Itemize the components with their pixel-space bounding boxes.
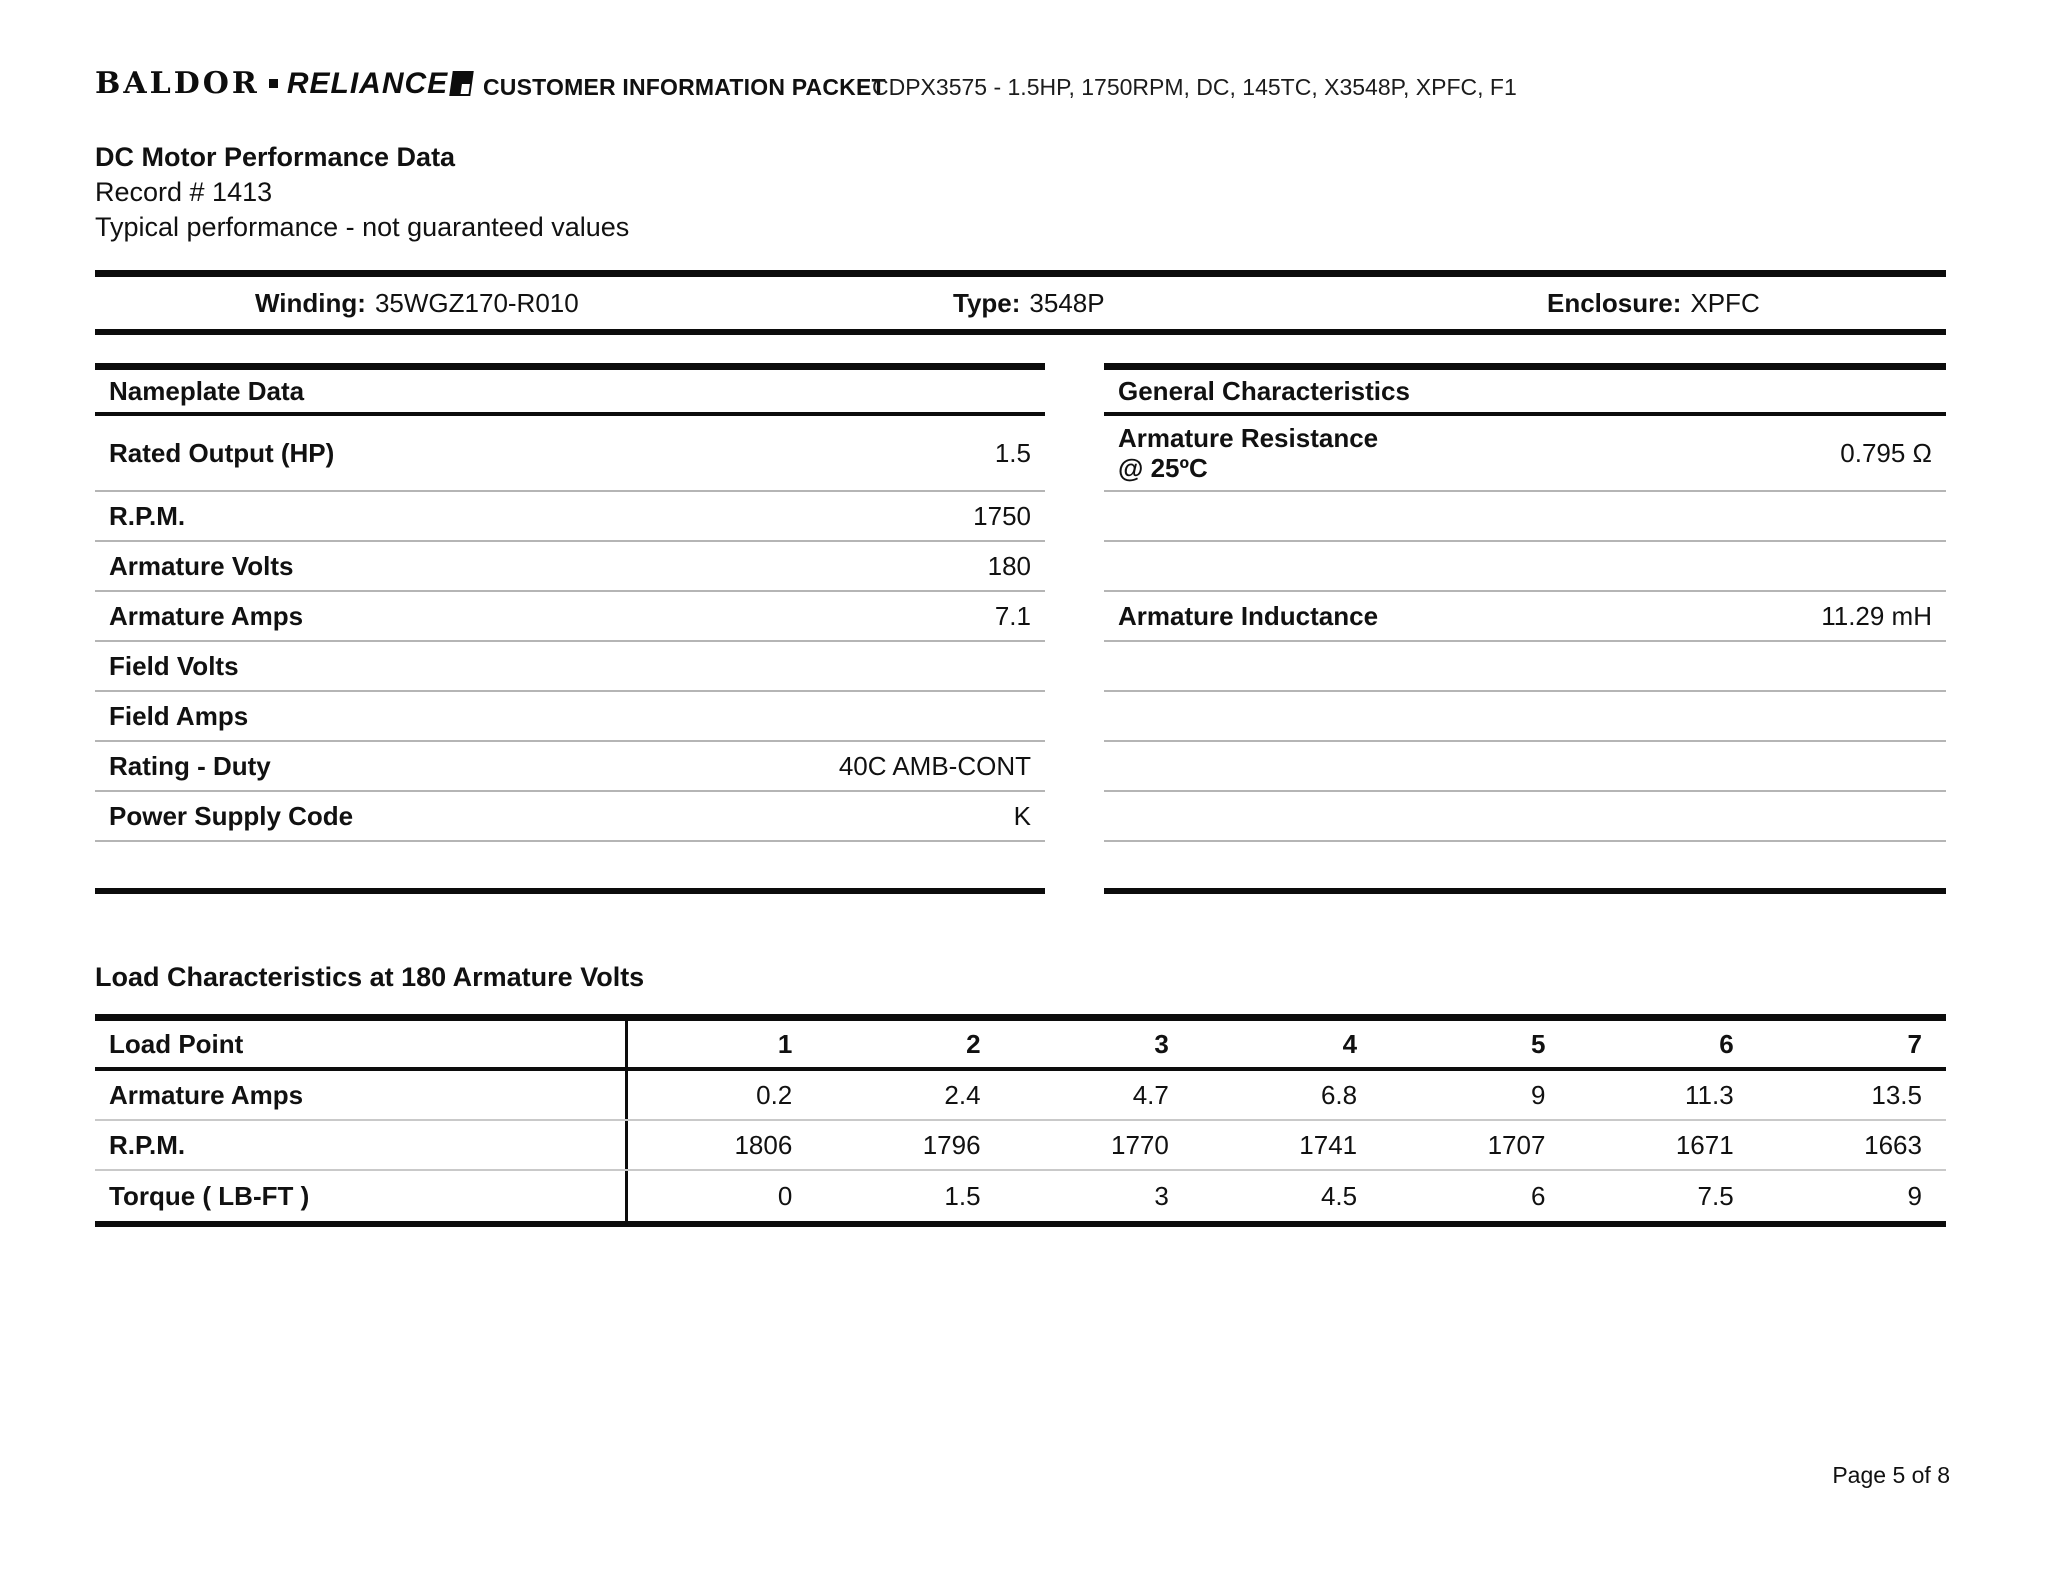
row-values (625, 1171, 1946, 1221)
logo-reliance-text: RELIANCE (286, 66, 449, 100)
row-label-line2: @ 25ºC (1118, 453, 1208, 483)
load-characteristics-table (95, 1014, 1946, 1227)
row-label: Armature Amps (109, 1079, 304, 1110)
column-header: 5 (1530, 1028, 1546, 1059)
row-value: 40C AMB-CONT (838, 750, 1031, 781)
enclosure-field (1547, 277, 1760, 329)
table-row (1104, 792, 1946, 842)
column-header: 7 (1907, 1028, 1922, 1059)
nameplate-table (95, 363, 1045, 894)
enclosure-label: Enclosure: (1547, 287, 1682, 318)
row-label: Rated Output (HP) (109, 438, 335, 468)
row-label: Armature Amps (109, 601, 304, 631)
table-row (95, 692, 1045, 742)
performance-note: Typical performance - not guaranteed values (95, 212, 630, 242)
table-row (95, 492, 1045, 542)
winding-summary-bar (95, 270, 1946, 335)
row-label: Power Supply Code (109, 801, 354, 831)
cell-value: 3 (1154, 1180, 1169, 1211)
row-label: Armature Inductance (1118, 601, 1379, 631)
cell-value: 0 (777, 1180, 793, 1211)
row-value: 11.29 mH (1821, 600, 1932, 631)
type-label: Type: (953, 287, 1021, 318)
winding-label: Winding: (255, 287, 366, 318)
logo-baldor-text: BALDOR (95, 66, 260, 101)
table-row (1104, 692, 1946, 742)
row-label: R.P.M. (109, 501, 186, 531)
record-number: Record # 1413 (95, 177, 273, 207)
cell-value: 0.2 (756, 1079, 793, 1110)
cell-value: 4.7 (1132, 1079, 1169, 1110)
row-value: 7.1 (994, 600, 1031, 631)
cell-value: 1.5 (944, 1180, 981, 1211)
load-header-values (625, 1021, 1946, 1067)
packet-title: CUSTOMER INFORMATION PACKET (483, 74, 886, 100)
table-row (1104, 416, 1946, 492)
row-label: R.P.M. (109, 1129, 186, 1160)
logo-dot-icon (269, 79, 278, 88)
table-row (95, 742, 1045, 792)
table-bottom-spacer (95, 842, 1045, 894)
row-value: 1750 (973, 500, 1031, 531)
type-field (953, 277, 1105, 329)
cell-value: 7.5 (1697, 1180, 1734, 1211)
winding-field (255, 277, 579, 329)
table-row (95, 416, 1045, 492)
cell-value: 1806 (734, 1129, 793, 1160)
row-label: Torque ( LB-FT ) (109, 1180, 310, 1211)
row-value: 180 (987, 550, 1031, 581)
page-number: Page 5 of 8 (1832, 1462, 1950, 1488)
table-row (1104, 542, 1946, 592)
type-value: 3548P (1029, 287, 1105, 318)
row-value: K (1013, 800, 1031, 831)
table-row (1104, 592, 1946, 642)
row-label: Field Amps (109, 701, 249, 731)
table-row (1104, 492, 1946, 542)
nameplate-table-title: Nameplate Data (95, 370, 1045, 416)
cell-value: 1741 (1299, 1129, 1358, 1160)
page-title: DC Motor Performance Data (95, 142, 456, 172)
row-label: Field Volts (109, 651, 239, 681)
load-table-header-row (95, 1021, 1946, 1071)
column-header: 2 (966, 1028, 981, 1059)
row-label (1118, 423, 1378, 483)
cell-value: 1770 (1111, 1129, 1169, 1160)
enclosure-value: XPFC (1690, 287, 1760, 318)
cell-value: 6.8 (1320, 1079, 1358, 1110)
cell-value: 1796 (922, 1129, 981, 1160)
table-row (95, 792, 1045, 842)
table-row (1104, 642, 1946, 692)
product-description: CDPX3575 - 1.5HP, 1750RPM, DC, 145TC, X3548P, XPFC, F1 (872, 74, 1517, 100)
table-row (95, 1121, 1946, 1171)
cell-value: 11.3 (1685, 1079, 1734, 1110)
table-row (95, 1171, 1946, 1221)
cell-value: 1671 (1675, 1129, 1734, 1160)
baldor-reliance-logo (95, 66, 472, 101)
table-row (95, 642, 1045, 692)
cell-value: 1707 (1487, 1129, 1546, 1160)
column-header: 4 (1342, 1028, 1358, 1059)
column-header: 6 (1719, 1028, 1734, 1059)
cell-value: 9 (1907, 1180, 1922, 1211)
cell-value: 9 (1530, 1079, 1546, 1110)
table-bottom-spacer (1104, 842, 1946, 894)
row-label-line1: Armature Resistance (1118, 423, 1379, 453)
cell-value: 4.5 (1320, 1180, 1358, 1211)
cell-value: 2.4 (944, 1079, 981, 1110)
column-header: 3 (1154, 1028, 1169, 1059)
cell-value: 6 (1530, 1180, 1546, 1211)
cell-value: 1663 (1864, 1129, 1922, 1160)
table-row (95, 592, 1045, 642)
column-header: 1 (777, 1028, 793, 1059)
row-values (625, 1071, 1946, 1119)
load-point-corner-label: Load Point (109, 1028, 244, 1059)
cell-value: 13.5 (1871, 1079, 1922, 1110)
row-value: 1.5 (994, 437, 1031, 468)
row-values (625, 1121, 1946, 1169)
row-label: Rating - Duty (109, 751, 271, 781)
table-row (95, 1071, 1946, 1121)
table-row (95, 542, 1045, 592)
table-row (1104, 742, 1946, 792)
row-label: Armature Volts (109, 551, 294, 581)
general-table-title: General Characteristics (1104, 370, 1946, 416)
title-block (95, 140, 629, 245)
baldor-registered-mark-icon (449, 71, 474, 96)
winding-value: 35WGZ170-R010 (374, 287, 579, 318)
load-characteristics-heading: Load Characteristics at 180 Armature Volts (95, 962, 645, 992)
row-value: 0.795 Ω (1840, 437, 1932, 468)
general-characteristics-table (1104, 363, 1946, 894)
